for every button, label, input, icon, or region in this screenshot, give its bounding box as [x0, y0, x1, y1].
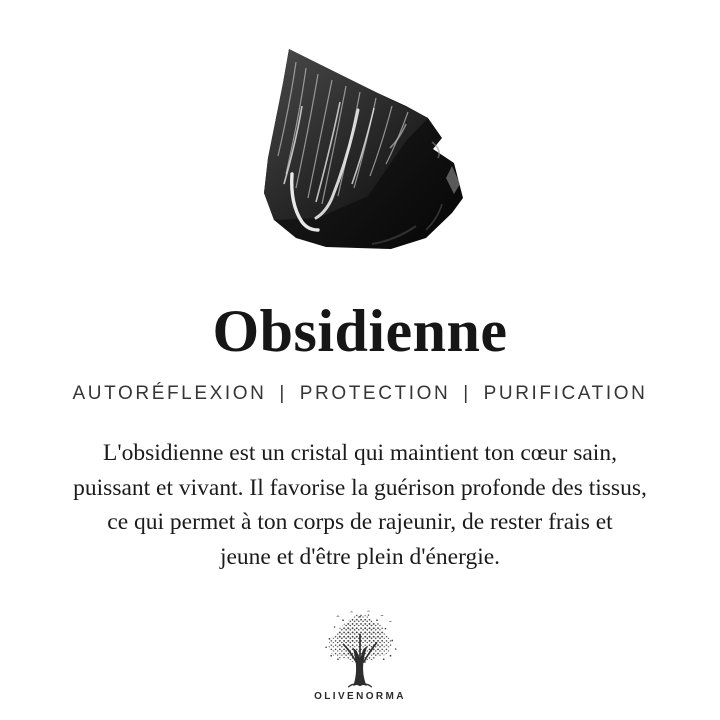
brand-logo: [0, 610, 720, 702]
keywords-subtitle: AUTORÉFLEXION | PROTECTION | PURIFICATION: [72, 383, 648, 404]
description-line: puissant et vivant. Il favorise la guérison profonde des tissus,: [73, 474, 647, 501]
obsidian-stone-svg: [256, 46, 468, 254]
obsidian-stone-image: [256, 46, 468, 254]
description-line: L'obsidienne est un cristal qui maintient ton cœur sain,: [103, 440, 617, 466]
brand-name: OLIVENORMA: [314, 691, 406, 702]
olive-tree-icon: [317, 610, 403, 688]
page-title: Obsidienne: [212, 298, 508, 364]
description-line: jeune et d'être plein d'énergie.: [219, 543, 501, 570]
description-paragraph: [0, 436, 720, 574]
description-line: ce qui permet à ton corps de rajeunir, de rester frais et: [107, 509, 613, 535]
